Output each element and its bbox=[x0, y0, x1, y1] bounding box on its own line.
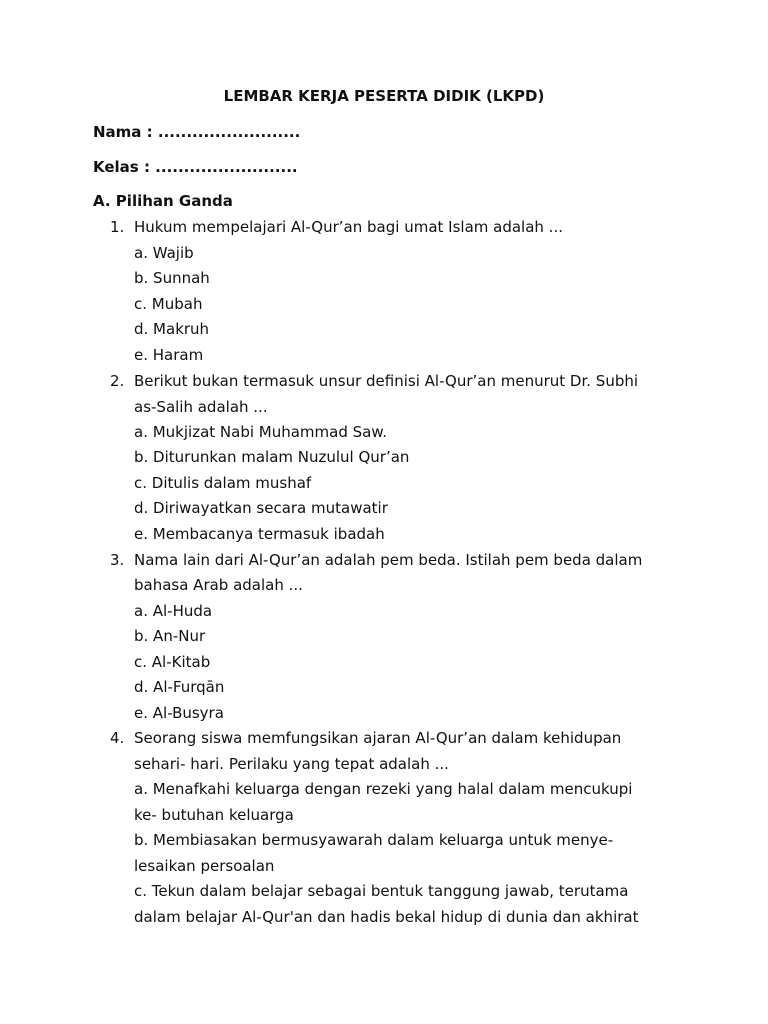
option-d: d. Al-Furqān bbox=[134, 678, 225, 696]
question-text: Seorang siswa memfungsikan ajaran Al-Qur’an dalam kehidupan bbox=[134, 729, 622, 747]
question-text-cont: sehari- hari. Perilaku yang tepat adalah ... bbox=[134, 755, 449, 773]
option-c: c. Ditulis dalam mushaf bbox=[134, 474, 312, 492]
option-e: e. Haram bbox=[134, 346, 204, 364]
question-number: 3. bbox=[110, 551, 125, 569]
option-a: a. Mukjizat Nabi Muhammad Saw. bbox=[134, 423, 388, 441]
option-b: b. Diturunkan malam Nuzulul Qur’an bbox=[134, 448, 410, 466]
question-number: 2. bbox=[110, 372, 125, 390]
option-a-cont: ke- butuhan keluarga bbox=[134, 806, 294, 824]
option-c: c. Tekun dalam belajar sebagai bentuk tanggung jawab, terutama bbox=[134, 882, 629, 900]
option-b-cont: lesaikan persoalan bbox=[134, 857, 275, 875]
question-number: 4. bbox=[110, 729, 125, 747]
option-b: b. An-Nur bbox=[134, 627, 206, 645]
question-text: Nama lain dari Al-Qur’an adalah pem beda. Istilah pem beda dalam bbox=[134, 551, 643, 569]
option-d: d. Makruh bbox=[134, 320, 210, 338]
section-heading: A. Pilihan Ganda bbox=[93, 192, 233, 210]
option-b: b. Membiasakan bermusyawarah dalam keluarga untuk menye- bbox=[134, 831, 614, 849]
option-c: c. Al-Kitab bbox=[134, 653, 211, 671]
option-b: b. Sunnah bbox=[134, 269, 210, 287]
nama-field: Nama : ......................... bbox=[93, 123, 301, 141]
option-d: d. Diriwayatkan secara mutawatir bbox=[134, 499, 388, 517]
option-c: c. Mubah bbox=[134, 295, 203, 313]
option-a: a. Menafkahi keluarga dengan rezeki yang halal dalam mencukupi bbox=[134, 780, 633, 798]
question-text: Berikut bukan termasuk unsur definisi Al-Qur’an menurut Dr. Subhi bbox=[134, 372, 639, 390]
option-c-cont: dalam belajar Al-Qur'an dan hadis bekal hidup di dunia dan akhirat bbox=[134, 908, 639, 926]
kelas-field: Kelas : ......................... bbox=[93, 158, 298, 176]
option-a: a. Wajib bbox=[134, 244, 194, 262]
question-text-cont: bahasa Arab adalah ... bbox=[134, 576, 303, 594]
question-text: Hukum mempelajari Al-Qur’an bagi umat Islam adalah ... bbox=[134, 218, 563, 236]
page-title: LEMBAR KERJA PESERTA DIDIK (LKPD) bbox=[223, 87, 545, 105]
option-e: e. Membacanya termasuk ibadah bbox=[134, 525, 385, 543]
option-a: a. Al-Huda bbox=[134, 602, 213, 620]
question-text-cont: as-Salih adalah ... bbox=[134, 398, 268, 416]
option-e: e. Al-Busyra bbox=[134, 704, 224, 722]
question-number: 1. bbox=[110, 218, 125, 236]
